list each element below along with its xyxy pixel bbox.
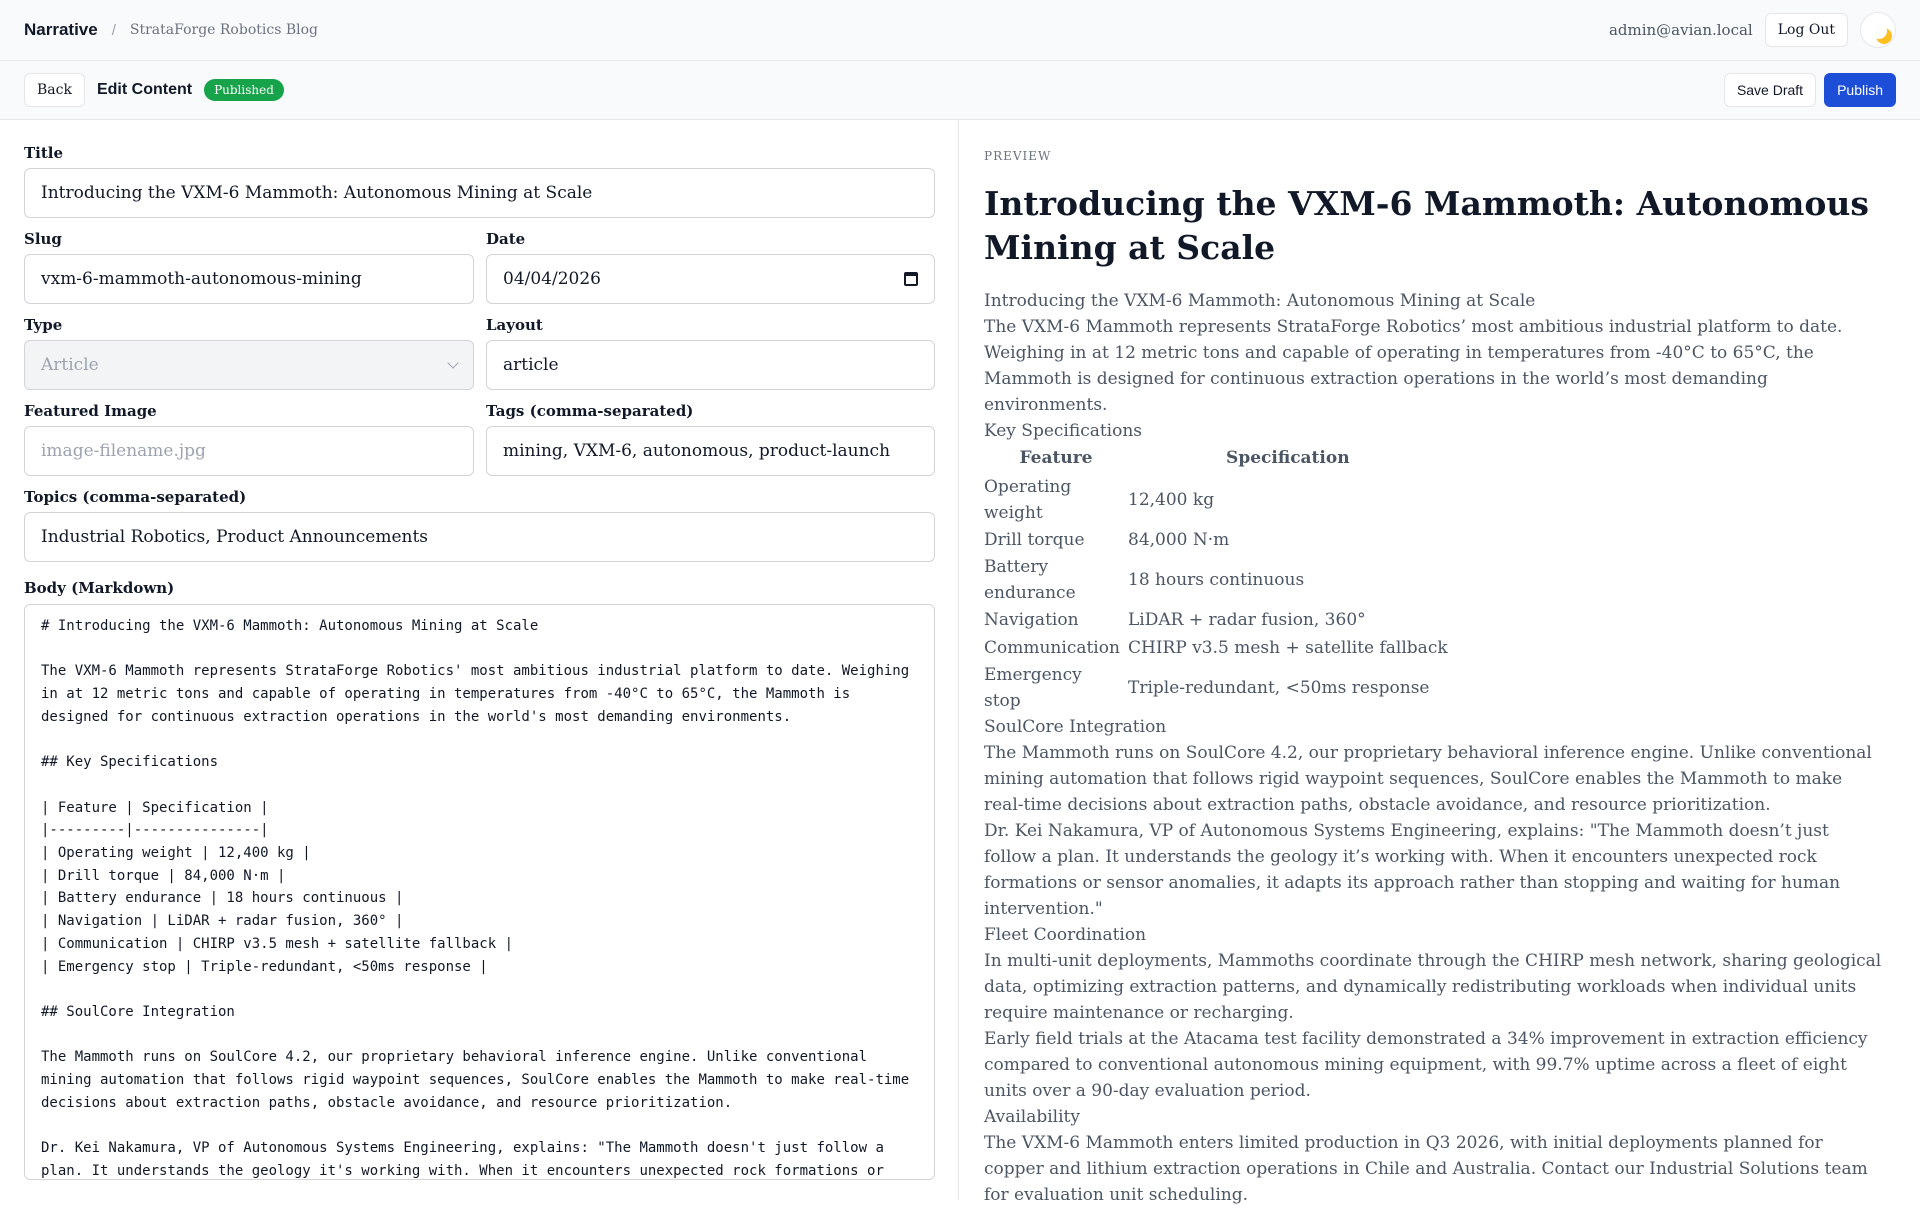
title-label: Title <box>24 144 64 162</box>
logout-button[interactable]: Log Out <box>1765 13 1848 47</box>
table-cell: CHIRP v3.5 mesh + satellite fallback <box>1128 638 1448 658</box>
table-cell: 12,400 kg <box>1128 490 1215 510</box>
date-input-value: 04/04/2026 <box>503 269 601 289</box>
slug-input-value: vxm-6-mammoth-autonomous-mining <box>41 269 362 289</box>
body-text: # Introducing the VXM-6 Mammoth: Autonomous Mining at Scale The VXM-6 Mammoth represents StrataForge Robotics' most ambitious industrial platform to date. Weighing in at 12 metric tons and capable of operating in temperatures from -40°C to 65°C, the Mammoth is designed for continuous extraction operations in the world's most demanding environments. ## Key Specifications | Feature | Specification | |---------|---------------| | Operating weight | 12,400 kg | | Drill torque | 84,000 N·m | | Battery endurance | 18 hours continuous | | Navigation | LiDAR + radar fusion, 360° | | Communication | CHIRP v3.5 mesh + satellite fallback | | Emergency stop | Triple-redundant, <50ms response | ## SoulCore Integration The Mammoth runs on SoulCore 4.2, our proprietary behavioral inference engine. Unlike conventional mining automation that follows rigid waypoint sequences, SoulCore enables the Mammoth to make real-time decisions about extraction paths, obstacle avoidance, and resource prioritization. Dr. Kei Nakamura, VP of Autonomous Systems Engineering, explains: "The Mammoth doesn't just follow a plan. It understands the geology it's working with. When it encounters unexpected rock formations or <box>41 618 910 1179</box>
featured-image-placeholder: image-filename.jpg <box>41 441 206 461</box>
table-cell: 84,000 N·m <box>1128 530 1230 550</box>
table-cell: Battery endurance <box>984 557 1076 603</box>
preview-soulcore-heading: SoulCore Integration <box>984 717 1167 737</box>
preview-panel <box>960 120 1920 1205</box>
table-cell: 18 hours continuous <box>1128 570 1305 590</box>
spec-table <box>984 444 1448 714</box>
table-cell: Triple-redundant, <50ms response <box>1128 678 1430 698</box>
spec-table-header <box>984 444 1448 474</box>
brand-name[interactable]: Narrative <box>24 20 98 39</box>
back-button[interactable]: Back <box>24 73 85 107</box>
layout-input[interactable] <box>486 340 935 390</box>
preview-soulcore-paragraph: The Mammoth runs on SoulCore 4.2, our proprietary behavioral inference engine. Unlike conventional mining automation that follows rigid waypoint sequences, SoulCore enables the Mammoth to make real-time decisions about extraction paths, obstacle avoidance, and resource prioritization. <box>984 743 1872 815</box>
date-field <box>486 230 935 304</box>
date-label: Date <box>486 230 526 248</box>
featured-image-label: Featured Image <box>24 402 157 420</box>
slug-input[interactable] <box>24 254 474 304</box>
table-cell: Communication <box>984 638 1120 658</box>
editor-toolbar <box>0 61 1920 120</box>
save-draft-button[interactable]: Save Draft <box>1724 73 1816 107</box>
spec-header-specification: Specification <box>1226 447 1350 468</box>
type-select-value: Article <box>41 355 99 375</box>
preview-fleet-heading: Fleet Coordination <box>984 925 1147 945</box>
preview-availability-heading: Availability <box>984 1107 1080 1127</box>
topics-field <box>24 488 935 562</box>
preview-label: PREVIEW <box>984 149 1052 163</box>
preview-fleet-paragraph: In multi-unit deployments, Mammoths coordinate through the CHIRP mesh network, sharing geological data, optimizing extraction patterns, and dynamically redistributing workloads when individual units require maintenance or recharging. <box>984 951 1882 1023</box>
calendar-icon[interactable] <box>904 272 918 286</box>
preview-specs-heading: Key Specifications <box>984 421 1143 441</box>
preview-h1: Introducing the VXM-6 Mammoth: Autonomous Mining at Scale <box>984 291 1536 311</box>
moon-icon <box>1876 28 1892 44</box>
user-email: admin@avian.local <box>1608 21 1753 39</box>
slug-field <box>24 230 474 304</box>
title-field <box>24 144 935 218</box>
preview-availability-paragraph: The VXM-6 Mammoth enters limited production in Q3 2026, with initial deployments planned for copper and lithium extraction operations in Chile and Australia. Contact our Industrial Solutions team for evaluation unit scheduling. <box>984 1133 1868 1205</box>
body-textarea[interactable] <box>24 604 935 1180</box>
featured-image-input[interactable] <box>24 426 474 476</box>
spec-header-feature: Feature <box>1019 447 1093 468</box>
table-cell: Operating weight <box>984 477 1072 523</box>
table-cell: Drill torque <box>984 530 1085 550</box>
app-header <box>0 0 1920 61</box>
preview-intro: The VXM-6 Mammoth represents StrataForge Robotics’ most ambitious industrial platform to date. Weighing in at 12 metric tons and capable of operating in temperatures from -40°C to 65°C, the Mammoth is designed for continuous extraction operations in the world’s most demanding environments. <box>984 317 1843 415</box>
table-cell: Emergency stop <box>984 665 1082 711</box>
table-cell: Navigation <box>984 610 1079 630</box>
type-select[interactable] <box>24 340 474 390</box>
preview-quote-paragraph: Dr. Kei Nakamura, VP of Autonomous Systems Engineering, explains: "The Mammoth doesn’t just follow a plan. It understands the geology it’s working with. When it encounters unexpected rock formations or sensor anomalies, it adapts its approach rather than stopping and waiting for human intervention." <box>984 821 1841 919</box>
tags-input-value: mining, VXM-6, autonomous, product-launch <box>503 441 891 461</box>
type-field <box>24 316 474 390</box>
toolbar-actions <box>1724 73 1896 107</box>
status-badge: Published <box>204 79 284 101</box>
preview-title: Introducing the VXM-6 Mammoth: Autonomous Mining at Scale <box>984 184 1869 267</box>
chevron-down-icon <box>447 357 458 368</box>
type-label: Type <box>24 316 63 334</box>
layout-field <box>486 316 935 390</box>
breadcrumb-separator: / <box>111 21 116 39</box>
publish-button[interactable]: Publish <box>1824 73 1896 107</box>
table-row <box>984 634 1448 662</box>
table-row <box>984 606 1448 634</box>
topics-input-value: Industrial Robotics, Product Announcements <box>41 527 429 547</box>
layout-label: Layout <box>486 316 543 334</box>
table-row <box>984 662 1448 714</box>
topics-input[interactable] <box>24 512 935 562</box>
page-title: Edit Content <box>96 81 193 98</box>
slug-label: Slug <box>24 230 62 248</box>
date-input[interactable] <box>486 254 935 304</box>
topics-label: Topics (comma-separated) <box>24 488 247 506</box>
tags-label: Tags (comma-separated) <box>486 402 694 420</box>
layout-input-value: article <box>503 355 559 375</box>
breadcrumb-site[interactable]: StrataForge Robotics Blog <box>129 22 318 38</box>
tags-input[interactable] <box>486 426 935 476</box>
body-label: Body (Markdown) <box>24 579 175 597</box>
preview-body <box>984 288 1884 1208</box>
title-input[interactable] <box>24 168 935 218</box>
table-row <box>984 554 1448 606</box>
featured-image-field <box>24 402 474 476</box>
tags-field <box>486 402 935 476</box>
table-row <box>984 526 1448 554</box>
theme-toggle-button[interactable] <box>1860 12 1896 48</box>
table-row <box>984 474 1448 526</box>
preview-trials-paragraph: Early field trials at the Atacama test facility demonstrated a 34% improvement in extraction efficiency compared to conventional autonomous mining equipment, with 99.7% uptime across a fleet of eight units over a 90-day evaluation period. <box>984 1029 1868 1101</box>
header-actions <box>1609 12 1896 48</box>
title-input-value: Introducing the VXM-6 Mammoth: Autonomous Mining at Scale <box>41 183 593 203</box>
table-cell: LiDAR + radar fusion, 360° <box>1128 610 1366 630</box>
